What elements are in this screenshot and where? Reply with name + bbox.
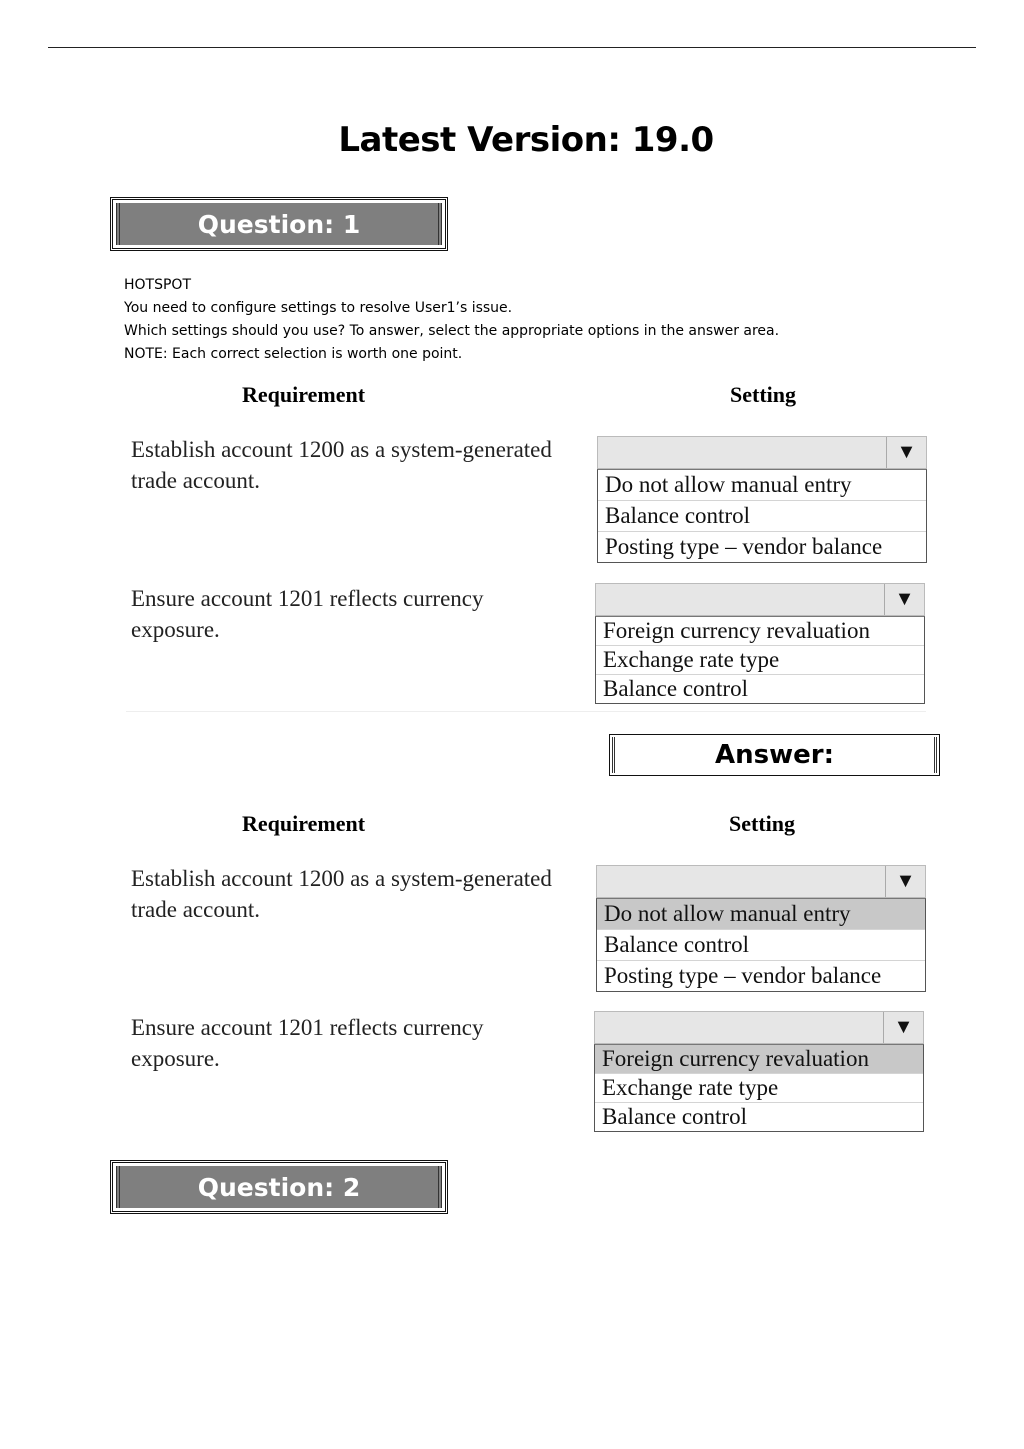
- question-2-banner: [110, 1160, 448, 1214]
- answer-setting-2-select[interactable]: [594, 1011, 924, 1044]
- option-item[interactable]: Balance control: [602, 1104, 747, 1129]
- question-1-banner: [110, 197, 448, 251]
- answer-setting-2-dropdown[interactable]: [594, 1011, 924, 1132]
- option-item[interactable]: Exchange rate type: [595, 1074, 923, 1103]
- question-1-intro: [124, 274, 779, 366]
- answer-setting-1-options: [596, 898, 926, 992]
- answer-setting-1-dropdown[interactable]: [596, 865, 926, 992]
- option-item[interactable]: Do not allow manual entry: [598, 470, 926, 501]
- setting-1-dropdown[interactable]: [597, 436, 927, 563]
- setting-1-options: [597, 469, 927, 563]
- option-item[interactable]: Foreign currency revaluation: [596, 617, 924, 646]
- requirement-1-text: Establish account 1200 as a system-generated trade account.: [131, 437, 552, 493]
- question-2-banner-label: Question: 2: [116, 1166, 442, 1208]
- question-1-banner-label: Question: 1: [116, 203, 442, 245]
- option-item[interactable]: Balance control: [598, 501, 926, 532]
- answer-requirement-1-text: Establish account 1200 as a system-generated trade account.: [131, 866, 552, 922]
- caret-down-icon[interactable]: ▼: [884, 584, 924, 615]
- option-item[interactable]: Exchange rate type: [596, 646, 924, 675]
- selected-option-item[interactable]: Foreign currency revaluation: [595, 1045, 923, 1074]
- setting-header: Setting: [730, 382, 796, 407]
- option-item[interactable]: Balance control: [597, 930, 925, 961]
- setting-2-select[interactable]: [595, 583, 925, 616]
- option-item[interactable]: Balance control: [603, 676, 748, 701]
- answer-requirement-header: Requirement: [242, 811, 366, 836]
- option-item[interactable]: Posting type – vendor balance: [604, 963, 882, 988]
- setting-1-select[interactable]: [597, 436, 927, 469]
- question-note: NOTE: Each correct selection is worth one point.: [124, 346, 463, 362]
- question-type: HOTSPOT: [124, 277, 191, 293]
- header-rule: [48, 47, 976, 48]
- page-title: Latest Version: 19.0: [338, 120, 714, 160]
- answer-label: Answer:: [612, 737, 937, 773]
- answer-banner: [609, 734, 940, 776]
- answer-setting-2-options: [594, 1044, 924, 1132]
- setting-2-dropdown[interactable]: [595, 583, 925, 704]
- answer-requirement-2-text: Ensure account 1201 reflects currency exposure.: [131, 1015, 484, 1071]
- answer-setting-1-select[interactable]: [596, 865, 926, 898]
- question-stem: You need to configure settings to resolve User1’s issue.: [124, 300, 513, 316]
- question-instruction: Which settings should you use? To answer, select the appropriate options in the answer area.: [124, 323, 780, 339]
- caret-down-icon[interactable]: ▼: [885, 866, 925, 897]
- caret-down-icon[interactable]: ▼: [883, 1012, 923, 1043]
- caret-down-icon[interactable]: ▼: [886, 437, 926, 468]
- requirement-2-text: Ensure account 1201 reflects currency exposure.: [131, 586, 484, 642]
- requirement-header: Requirement: [242, 382, 366, 407]
- setting-2-options: [595, 616, 925, 704]
- selected-option-item[interactable]: Do not allow manual entry: [597, 899, 925, 930]
- table-bottom-rule: [126, 711, 926, 712]
- answer-setting-header: Setting: [729, 811, 795, 836]
- option-item[interactable]: Posting type – vendor balance: [605, 534, 883, 559]
